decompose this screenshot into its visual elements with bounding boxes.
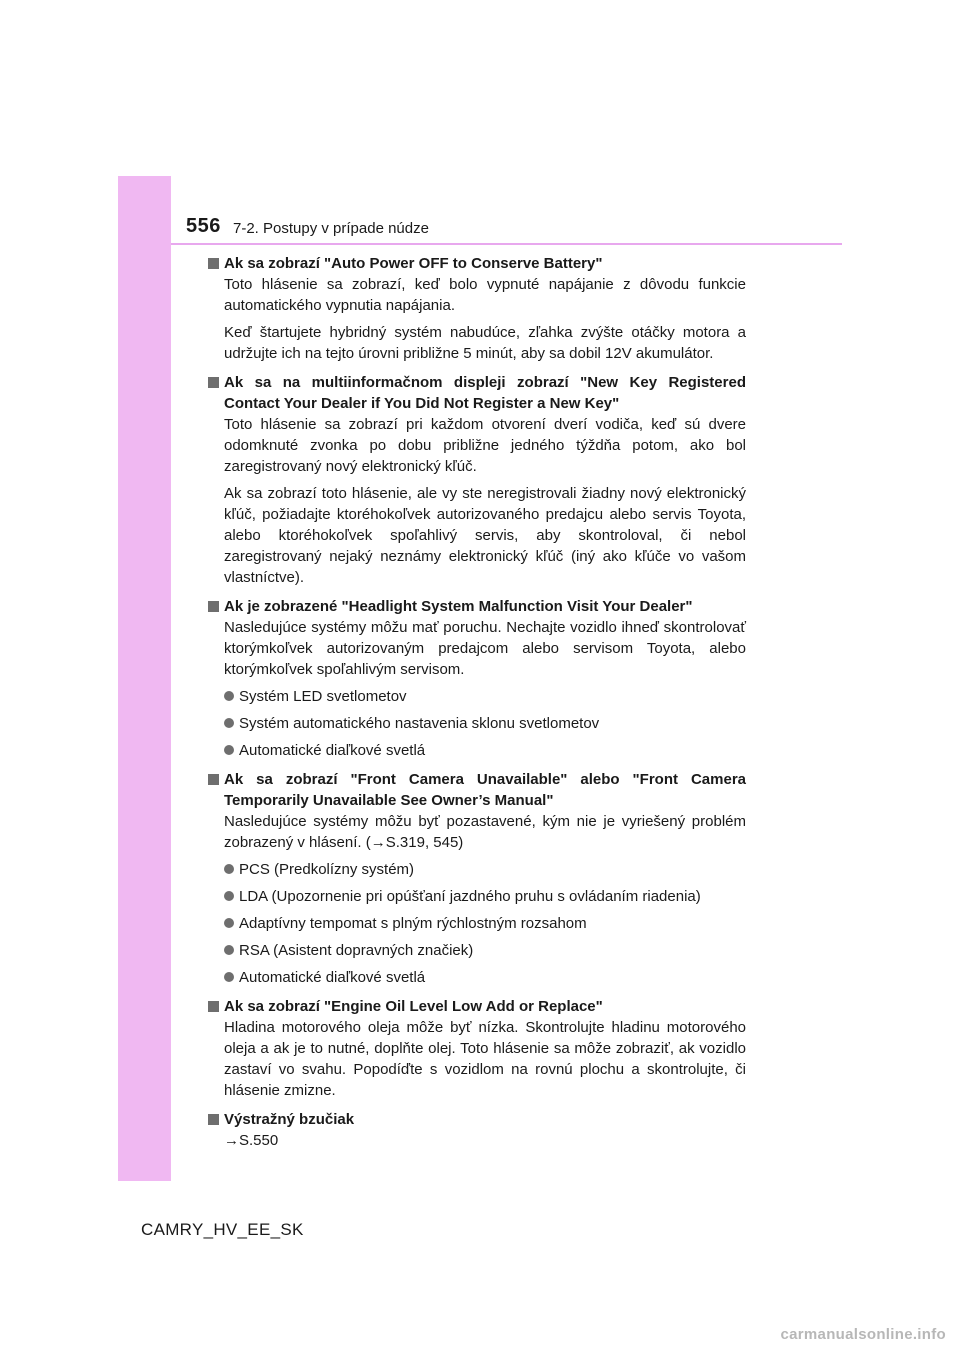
list-item xyxy=(224,913,746,934)
square-bullet-icon xyxy=(208,1001,219,1012)
section-heading-text: Výstražný bzučiak xyxy=(224,1111,355,1128)
square-bullet-icon xyxy=(208,258,219,269)
paragraph: Ak sa zobrazí toto hlásenie, ale vy ste neregistrovali žiadny nový elektronický kľúč, požiadajte ktoréhokoľvek autorizovaného predajcu alebo servis Toyota, alebo ktoréhokoľvek spoľahlivý servis, aby skontroloval, či nebol zaregistrovaný nejaký neznámy elektronický kľúč (iný ako kľúče vo vašom vlastníctve). xyxy=(224,485,746,586)
section-heading xyxy=(206,769,746,811)
circle-bullet-icon xyxy=(224,918,234,928)
header-divider xyxy=(171,243,842,245)
paragraph: Toto hlásenie sa zobrazí, keď bolo vypnuté napájanie z dôvodu funkcie automatického vypnutia napájania. xyxy=(224,276,746,314)
circle-bullet-icon xyxy=(224,891,234,901)
paragraph: Toto hlásenie sa zobrazí pri každom otvorení dverí vodiča, keď sú dvere odomknuté zvonka po dobu približne jedného týždňa potom, ako bol zaregistrovaný nový elektronický kľúč. xyxy=(224,416,746,475)
list-item xyxy=(224,686,746,707)
circle-bullet-icon xyxy=(224,718,234,728)
section-heading xyxy=(206,372,746,414)
chapter-sidebar-tab xyxy=(118,176,171,1181)
section-heading-text: Ak sa na multiinformačnom displeji zobrazí "New Key Registered Contact Your Dealer if You Did Not Register a New Key" xyxy=(224,374,746,412)
section-heading-text: Ak sa zobrazí "Front Camera Unavailable" alebo "Front Camera Temporarily Unavailable See Owner’s Manual" xyxy=(224,771,746,809)
paragraph: Hladina motorového oleja môže byť nízka. Skontrolujte hladinu motorového oleja a ak je to nutné, doplňte olej. Toto hlásenie sa môže zobraziť, ak vozidlo zastaví vo svahu. Popodíďte s vozidlom na rovnú plochu a skontrolujte, či hlásenie zmizne. xyxy=(224,1019,746,1099)
document-code: CAMRY_HV_EE_SK xyxy=(141,1220,304,1239)
list-item xyxy=(224,886,746,907)
list-item-text: Adaptívny tempomat s plným rýchlostným rozsahom xyxy=(239,915,587,932)
section-heading xyxy=(206,596,746,617)
list-item xyxy=(224,967,746,988)
circle-bullet-icon xyxy=(224,691,234,701)
paragraph: Nasledujúce systémy môžu mať poruchu. Nechajte vozidlo ihneď skontrolovať ktorýmkoľvek autorizovaným predajcom alebo servisom Toyota, alebo ktorýmkoľvek spoľahlivým servisom. xyxy=(224,619,746,678)
square-bullet-icon xyxy=(208,601,219,612)
list-item-text: Automatické diaľkové svetlá xyxy=(239,969,426,986)
circle-bullet-icon xyxy=(224,864,234,874)
square-bullet-icon xyxy=(208,774,219,785)
section-heading xyxy=(206,253,746,274)
circle-bullet-icon xyxy=(224,972,234,982)
list-item xyxy=(224,713,746,734)
circle-bullet-icon xyxy=(224,945,234,955)
list-item xyxy=(224,859,746,880)
square-bullet-icon xyxy=(208,1114,219,1125)
circle-bullet-icon xyxy=(224,745,234,755)
section-heading xyxy=(206,996,746,1017)
section-heading-text: Ak je zobrazené "Headlight System Malfunction Visit Your Dealer" xyxy=(224,598,693,615)
square-bullet-icon xyxy=(208,377,219,388)
section-heading-text: Ak sa zobrazí "Engine Oil Level Low Add or Replace" xyxy=(224,998,603,1015)
list-item-text: Automatické diaľkové svetlá xyxy=(239,742,426,759)
section-title: 7-2. Postupy v prípade núdze xyxy=(233,220,429,237)
list-item-text: RSA (Asistent dopravných značiek) xyxy=(239,942,474,959)
section-heading xyxy=(206,1109,746,1130)
page-body xyxy=(206,251,746,1151)
list-item-text: Systém LED svetlometov xyxy=(239,688,407,705)
list-item-text: Systém automatického nastavenia sklonu svetlometov xyxy=(239,715,600,732)
list-item-text: LDA (Upozornenie pri opúšťaní jazdného pruhu s ovládaním riadenia) xyxy=(239,888,701,905)
page-reference-link[interactable]: →S.550 xyxy=(224,1132,279,1149)
list-item-text: PCS (Predkolízny systém) xyxy=(239,861,415,878)
paragraph: Nasledujúce systémy môžu byť pozastavené, kým nie je vyriešený problém zobrazený v hlásení. (→S.319, 545) xyxy=(224,813,746,851)
section-heading-text: Ak sa zobrazí "Auto Power OFF to Conserve Battery" xyxy=(224,255,603,272)
list-item xyxy=(224,940,746,961)
list-item xyxy=(224,740,746,761)
page-number: 556 xyxy=(186,215,221,237)
site-watermark: carmanualsonline.info xyxy=(780,1326,946,1343)
paragraph: Keď štartujete hybridný systém nabudúce, zľahka zvýšte otáčky motora a udržujte ich na tejto úrovni približne 5 minút, aby sa dobil 12V akumulátor. xyxy=(224,324,746,362)
